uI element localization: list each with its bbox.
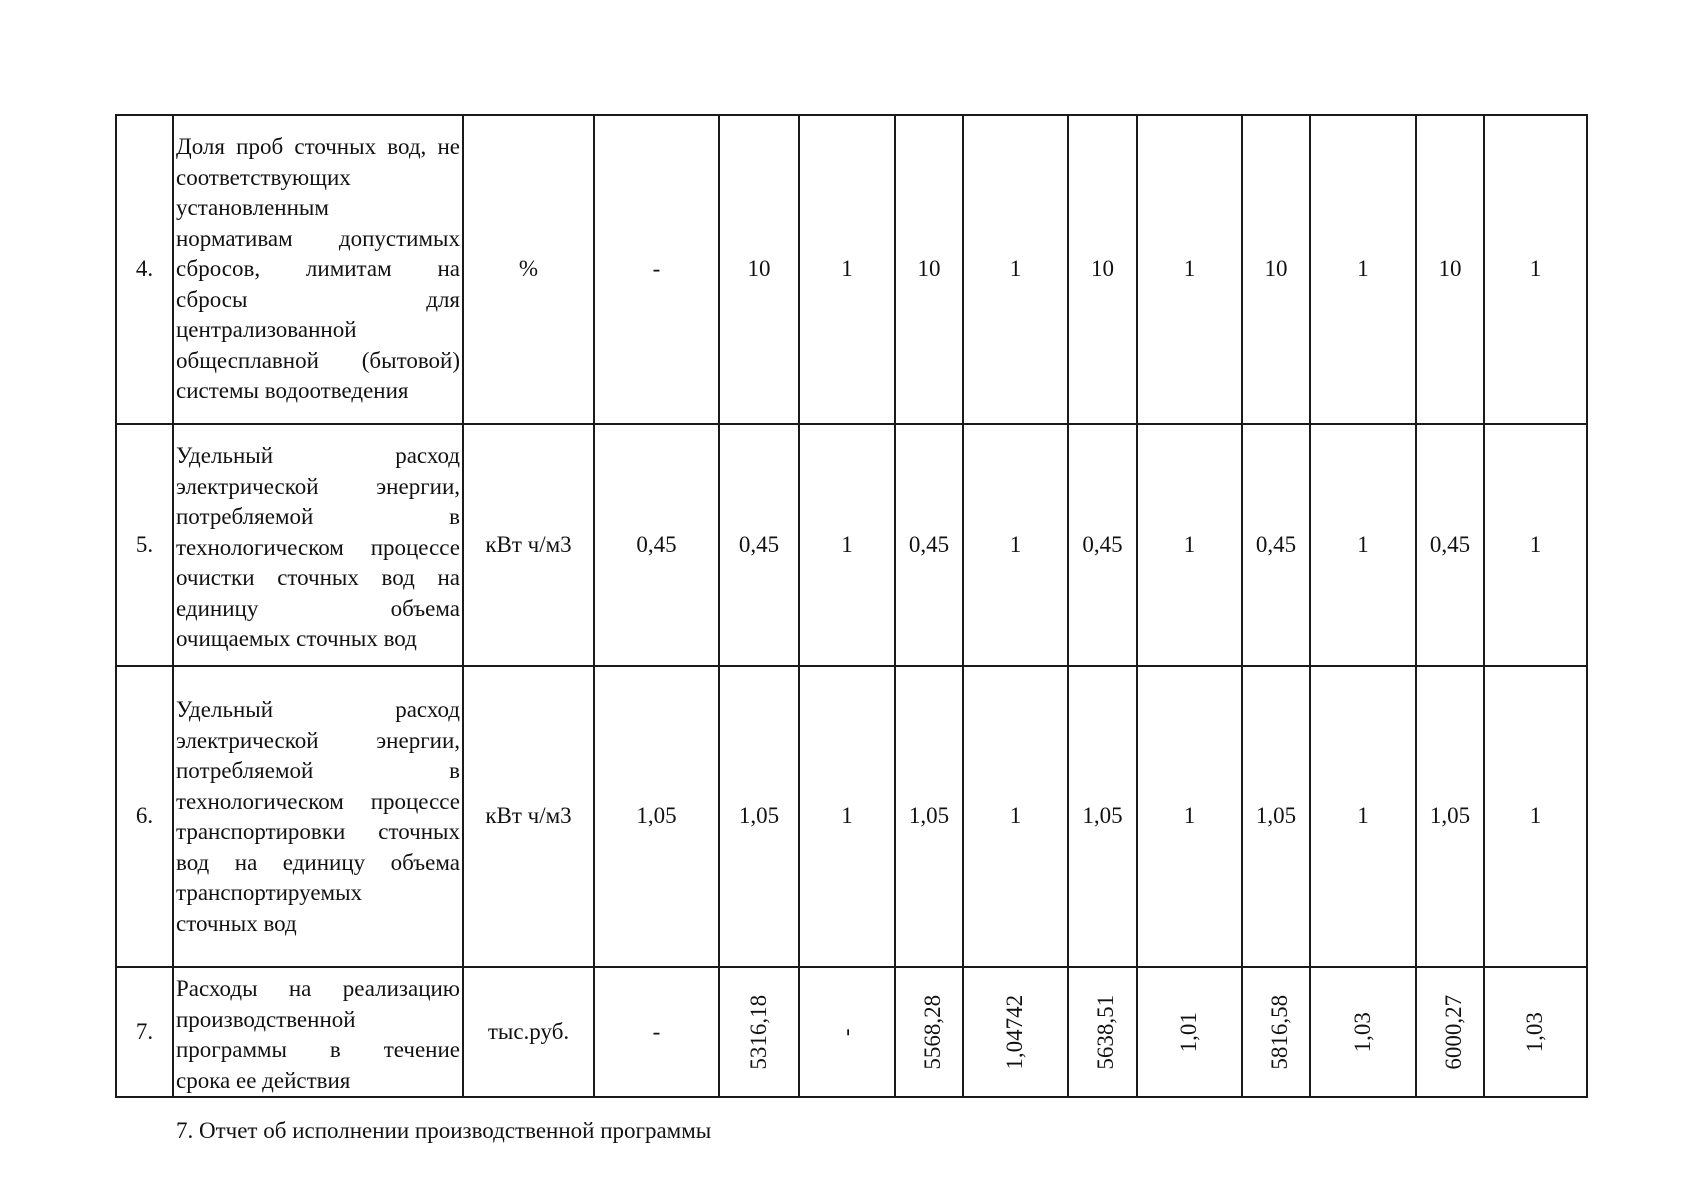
unit-cell: тыс.руб. [463, 967, 594, 1097]
indicator-name-line: срока ее действия [176, 1067, 351, 1093]
value-cell: 0,45 [719, 424, 799, 666]
value-cell [1137, 967, 1242, 1097]
indicator-name-line: единицу объема [176, 595, 460, 621]
value-cell: 1 [1137, 115, 1242, 424]
indicator-name-line: программы в течение [176, 1037, 460, 1062]
table-row [116, 967, 1587, 1097]
indicator-name [173, 967, 463, 1097]
value-cell: 10 [719, 115, 799, 424]
indicator-name-line: технологическом процессе [176, 534, 460, 560]
indicators-table [115, 114, 1588, 1098]
indicator-name-line: очищаемых сточных вод [176, 626, 417, 651]
value-cell: 0,45 [1242, 424, 1310, 666]
value-cell: 0,45 [1068, 424, 1137, 666]
value-cell: 1,05 [1068, 666, 1137, 967]
indicator-name-line: потребляемой в [176, 504, 460, 529]
value-text-vertical: 5568,28 [920, 994, 946, 1070]
value-cell: 1 [799, 666, 895, 967]
indicator-name-line: централизованной [176, 317, 357, 342]
indicator-name-text [176, 968, 460, 1096]
value-cell [1242, 967, 1310, 1097]
value-cell: 1 [1137, 424, 1242, 666]
value-cell: 1 [799, 115, 895, 424]
indicator-name-line: транспортируемых [176, 880, 363, 905]
value-cell: 1 [1484, 115, 1587, 424]
indicator-name-line: общесплавной (бытовой) [176, 347, 460, 373]
indicator-name-line: системы водоотведения [176, 378, 409, 403]
indicator-name-line: нормативам допустимых [176, 225, 460, 251]
row-number: 7. [116, 967, 173, 1097]
value-text-vertical: 5816,58 [1267, 994, 1293, 1070]
table-row [116, 666, 1587, 967]
value-cell: 10 [1416, 115, 1484, 424]
value-cell: 1,05 [719, 666, 799, 967]
value-cell [895, 967, 963, 1097]
value-cell: 1 [1310, 666, 1416, 967]
value-cell: 1,05 [1242, 666, 1310, 967]
value-cell [1416, 967, 1484, 1097]
indicator-name-line: транспортировки сточных [176, 819, 460, 844]
value-cell: 10 [895, 115, 963, 424]
indicator-name-line: вод на единицу объема [176, 849, 460, 875]
value-text-vertical: 1,03 [1522, 1011, 1548, 1053]
section-heading: 7. Отчет об исполнении производственной программы [176, 1118, 712, 1143]
value-cell: 1 [799, 424, 895, 666]
value-text-vertical: 1,01 [1176, 1011, 1202, 1053]
value-cell: 1,05 [594, 666, 719, 967]
indicator-name-line: сточных вод [176, 910, 297, 936]
value-text-vertical: - [833, 1028, 859, 1036]
indicator-name-line: Доля проб сточных вод, не [176, 134, 460, 159]
indicator-name-text [176, 425, 460, 655]
value-cell: 1 [1137, 666, 1242, 967]
value-text-vertical: 1,04742 [1002, 994, 1028, 1070]
value-cell [963, 967, 1068, 1097]
indicator-name [173, 666, 463, 967]
value-cell [1068, 967, 1137, 1097]
value-cell [719, 967, 799, 1097]
value-cell [1484, 967, 1587, 1097]
indicator-name-text [176, 667, 460, 939]
row-number: 4. [116, 115, 173, 424]
value-text-vertical: 5316,18 [745, 994, 771, 1070]
value-cell: - [594, 967, 719, 1097]
table-row [116, 115, 1587, 424]
value-text-vertical: 1,03 [1349, 1011, 1375, 1053]
value-cell: 1 [963, 424, 1068, 666]
value-text-vertical: 6000,27 [1441, 994, 1467, 1070]
indicator-name-line: электрической энергии, [176, 727, 460, 753]
value-cell: 1,05 [1416, 666, 1484, 967]
indicator-name-line: потребляемой в [176, 758, 460, 783]
indicator-name-text [176, 116, 460, 407]
value-cell: 1 [963, 115, 1068, 424]
unit-cell: кВт ч/м3 [463, 424, 594, 666]
value-cell: 1,05 [895, 666, 963, 967]
row-number: 5. [116, 424, 173, 666]
indicator-name-line: электрической энергии, [176, 473, 460, 499]
value-cell: 0,45 [594, 424, 719, 666]
indicator-name-line: сбросы для [176, 286, 460, 312]
value-cell: 0,45 [1416, 424, 1484, 666]
indicator-name-line: установленным [176, 195, 329, 220]
unit-cell: % [463, 115, 594, 424]
value-cell: 1 [1484, 666, 1587, 967]
value-cell: 0,45 [895, 424, 963, 666]
indicator-name-line: Расходы на реализацию [176, 976, 460, 1001]
value-cell: 1 [1310, 424, 1416, 666]
unit-cell: кВт ч/м3 [463, 666, 594, 967]
indicator-name-line: очистки сточных вод на [176, 565, 460, 590]
indicator-name-line: производственной [176, 1006, 356, 1032]
indicator-name-line: технологическом процессе [176, 788, 460, 814]
value-cell: 1 [963, 666, 1068, 967]
value-cell [1310, 967, 1416, 1097]
value-cell: 1 [1310, 115, 1416, 424]
value-cell: 1 [1484, 424, 1587, 666]
indicator-name [173, 424, 463, 666]
indicator-name-line: сбросов, лимитам на [176, 256, 460, 281]
value-cell: - [594, 115, 719, 424]
indicator-name [173, 115, 463, 424]
value-text-vertical: 5638,51 [1093, 994, 1119, 1070]
value-cell [799, 967, 895, 1097]
row-number: 6. [116, 666, 173, 967]
table-body [116, 115, 1587, 1097]
indicator-name-line: Удельный расход [176, 697, 460, 722]
indicator-name-line: соответствующих [176, 164, 351, 190]
table-row [116, 424, 1587, 666]
indicator-name-line: Удельный расход [176, 443, 460, 468]
value-cell: 10 [1242, 115, 1310, 424]
value-cell: 10 [1068, 115, 1137, 424]
